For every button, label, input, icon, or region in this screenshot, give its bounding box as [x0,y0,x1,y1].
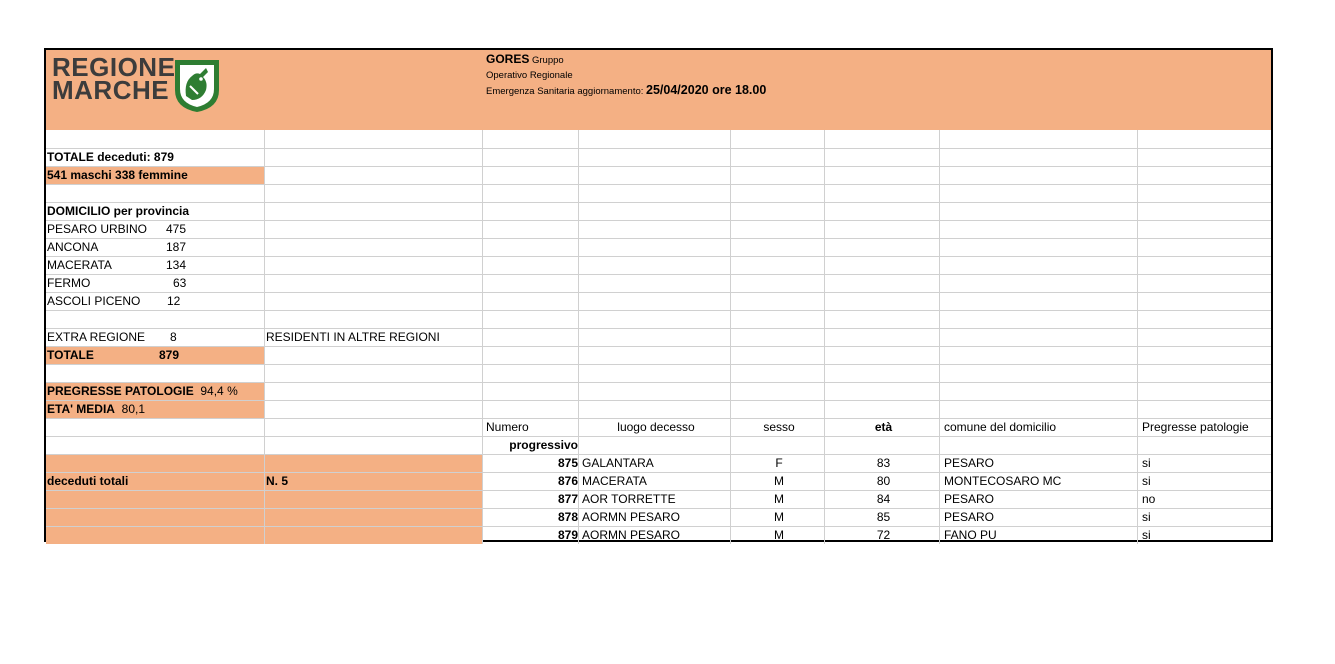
grid-column-line [264,130,265,544]
eta-media-label: ETA' MEDIA [47,402,115,416]
grid-row-line [46,274,1271,275]
col-header-progressivo: progressivo [509,438,578,452]
grid-row-line [46,436,1271,437]
patologie-summary [47,382,238,400]
cell-comune: PESARO [944,492,995,506]
province-name: MACERATA [47,258,112,272]
grid-row-line [46,238,1271,239]
patologie-value: 94,4 % [200,384,238,398]
eta-media-value: 80,1 [121,402,145,416]
grid-row-line [46,220,1271,221]
grid-row-line [46,256,1271,257]
province-value: 63 [173,276,187,290]
cell-luogo: AOR TORRETTE [582,492,676,506]
province-name: PESARO URBINO [47,222,148,236]
grid-row-line [46,148,1271,149]
col-header-luogo: luogo decesso [617,420,695,434]
col-header-numero: Numero [486,420,529,434]
gores-line-3 [486,83,766,99]
cell-luogo: GALANTARA [582,456,654,470]
province-value: 12 [167,294,181,308]
deceduti-totali-value: N. 5 [266,474,289,488]
region-logo [52,52,176,105]
cell-comune: PESARO [944,510,995,524]
cell-eta: 83 [876,456,891,470]
totale-label: TOTALE [47,348,94,362]
cell-comune: FANO PU [944,528,997,542]
update-value: 25/04/2020 ore 18.00 [646,83,767,97]
gores-title [486,52,564,68]
gores-title-bold: GORES [486,52,530,66]
header-banner [46,50,1271,130]
extra-regione-label: EXTRA REGIONE [47,330,146,344]
col-header-eta: età [874,420,893,434]
cell-sesso: F [775,456,783,470]
cell-numero: 879 [557,528,578,542]
grid-row-line [46,364,1271,365]
cell-sesso: M [774,492,784,506]
grid-row-line [46,472,1271,473]
extra-regione-value: 8 [170,330,177,344]
grid-row-line [46,292,1271,293]
province-value: 475 [166,222,187,236]
grid-row-line [46,310,1271,311]
region-emblem-icon [172,56,222,114]
logo-line-1: REGIONE [52,52,176,82]
cell-patologie: si [1142,510,1151,524]
cell-comune: MONTECOSARO MC [944,474,1062,488]
cell-eta: 85 [876,510,891,524]
grid-row-line [46,166,1271,167]
col-header-sesso: sesso [763,420,795,434]
cell-comune: PESARO [944,456,995,470]
province-name: FERMO [47,276,91,290]
update-label: aggiornamento: [577,86,644,97]
report-sheet [44,48,1273,542]
grid-row-line [46,454,1271,455]
grid-row-line [46,184,1271,185]
eta-media-summary [47,400,145,418]
cell-numero: 878 [557,510,578,524]
grid-row-line [46,202,1271,203]
cell-sesso: M [774,474,784,488]
cell-patologie: si [1142,456,1151,470]
cell-eta: 84 [876,492,891,506]
gores-title-small: Gruppo [531,55,564,66]
totale-deceduti-label: TOTALE deceduti: [47,150,151,164]
gores-line-2: Operativo Regionale [486,70,573,81]
cell-patologie: si [1142,474,1151,488]
province-name: ANCONA [47,240,99,254]
logo-line-2: MARCHE [52,75,170,105]
cell-eta: 72 [876,528,891,542]
grid-column-line [578,130,579,544]
totale-deceduti [47,148,174,166]
province-value: 134 [166,258,187,272]
cell-patologie: no [1142,492,1156,506]
cell-luogo: AORMN PESARO [582,510,681,524]
deceduti-totali-label: deceduti totali [47,474,129,488]
cell-numero: 876 [557,474,578,488]
col-header-comune: comune del domicilio [944,420,1057,434]
province-name: ASCOLI PICENO [47,294,141,308]
cell-numero: 877 [557,492,578,506]
grid-row-line [46,346,1271,347]
cell-sesso: M [774,528,784,542]
grid-column-line [730,130,731,544]
extra-regione-note: RESIDENTI IN ALTRE REGIONI [266,330,440,344]
cell-sesso: M [774,510,784,524]
patologie-label: PREGRESSE PATOLOGIE [47,384,194,398]
totale-deceduti-value: 879 [153,150,174,164]
sex-split: 541 maschi 338 femmine [47,168,188,182]
totale-value: 879 [159,348,180,362]
gores-line-3-text: Emergenza Sanitaria [486,86,575,97]
province-value: 187 [166,240,187,254]
cell-eta: 80 [876,474,891,488]
cell-luogo: AORMN PESARO [582,528,681,542]
grid-row-line [46,400,1271,401]
col-header-patologie: Pregresse patologie [1142,420,1249,434]
domicilio-label: DOMICILIO per provincia [47,204,190,218]
grid-column-line [1137,130,1138,544]
grid-row-line [46,328,1271,329]
grid-column-line [482,130,483,544]
cell-patologie: si [1142,528,1151,542]
cell-numero: 875 [557,456,578,470]
cell-luogo: MACERATA [582,474,647,488]
